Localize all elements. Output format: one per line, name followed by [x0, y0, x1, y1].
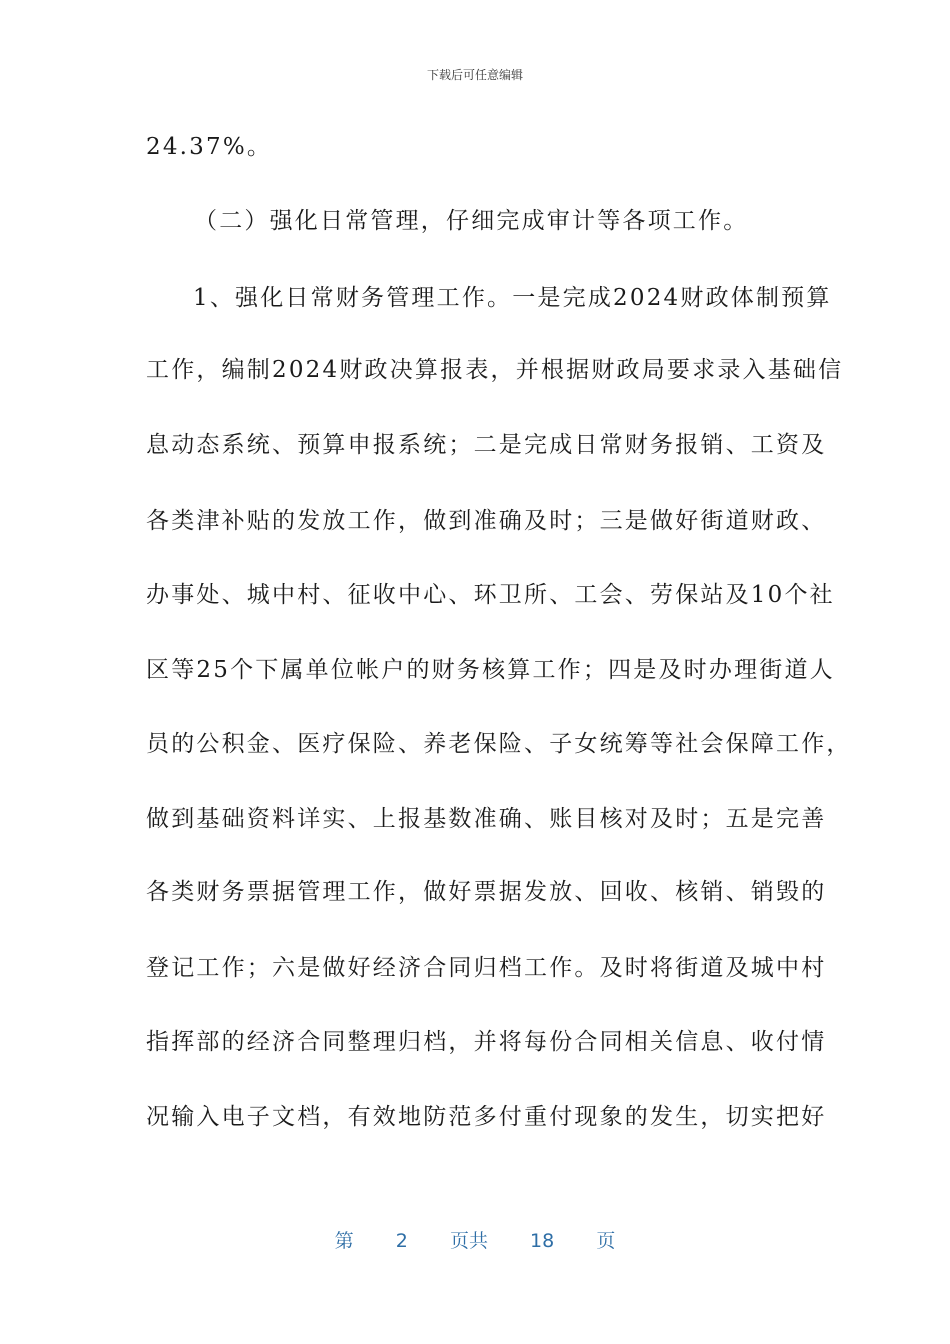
text-line: 各类津补贴的发放工作，做到准确及时；三是做好街道财政、	[146, 508, 827, 534]
page-current: 2	[395, 1230, 408, 1252]
header-note: 下载后可任意编辑	[426, 68, 523, 82]
text-line: 1、强化日常财务管理工作。一是完成2024财政体制预算	[193, 285, 832, 311]
text-line: 办事处、城中村、征收中心、环卫所、工会、劳保站及10个社	[146, 582, 835, 608]
text-line: 工作，编制2024财政决算报表，并根据财政局要求录入基础信	[146, 357, 844, 383]
page-suffix: 页	[596, 1230, 616, 1252]
text-line: 登记工作；六是做好经济合同归档工作。及时将街道及城中村	[146, 955, 827, 981]
text-line: 各类财务票据管理工作，做好票据发放、回收、核销、销毁的	[146, 879, 827, 905]
text-line: 指挥部的经济合同整理归档，并将每份合同相关信息、收付情	[146, 1029, 827, 1055]
text-line: 做到基础资料详实、上报基数准确、账目核对及时；五是完善	[146, 806, 827, 832]
text-line: 区等25个下属单位帐户的财务核算工作；四是及时办理街道人	[146, 657, 835, 683]
page-prefix: 第	[334, 1230, 354, 1252]
page-total: 18	[530, 1230, 555, 1252]
text-line: 况输入电子文档，有效地防范多付重付现象的发生，切实把好	[146, 1104, 827, 1130]
text-line: 员的公积金、医疗保险、养老保险、子女统筹等社会保障工作，	[146, 731, 852, 757]
page-number-footer	[0, 1226, 950, 1253]
text-line: 息动态系统、预算申报系统；二是完成日常财务报销、工资及	[146, 432, 827, 458]
text-line: 24.37%。	[146, 134, 273, 160]
section-heading: （二）强化日常管理，仔细完成审计等各项工作。	[194, 208, 749, 234]
page-mid: 页共	[449, 1230, 488, 1252]
